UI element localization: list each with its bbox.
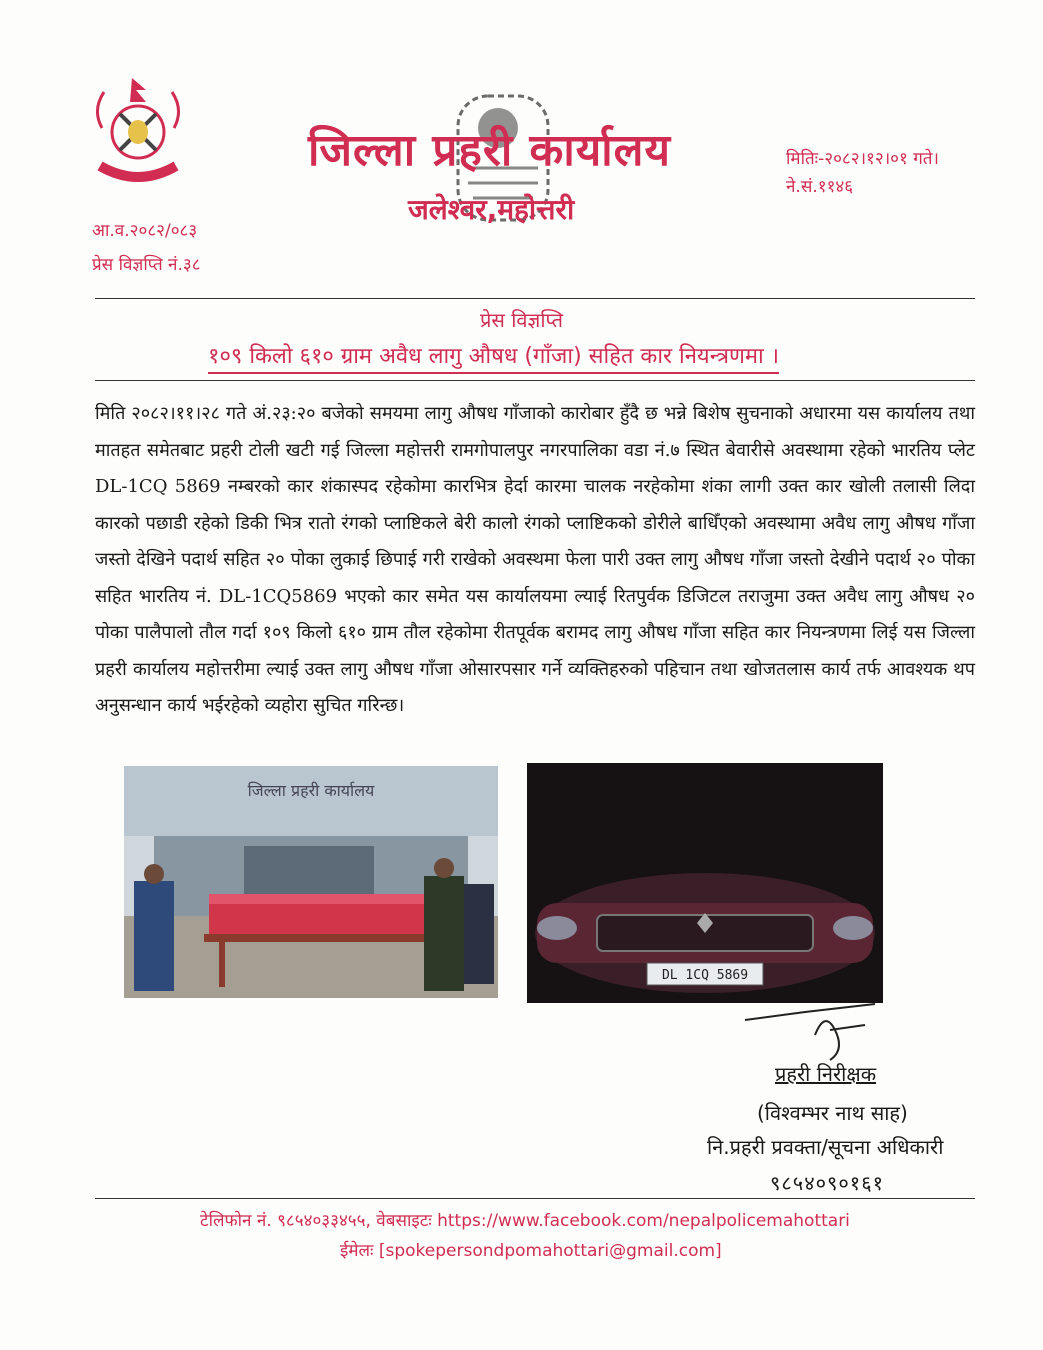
signatory-name: (विश्वम्भर नाथ साह) [757, 1101, 908, 1125]
footer-email-line: ईमेलः [spokepersondpomahottari@gmail.com] [340, 1241, 722, 1261]
evidence-photo-packages [124, 766, 498, 998]
office-title: जिल्ला प्रहरी कार्यालय [308, 125, 672, 176]
building-sign: जिल्ला प्रहरी कार्यालय [247, 781, 375, 800]
signatory-phone: ९८५४०९०१६१ [770, 1171, 884, 1195]
header-divider [95, 298, 975, 299]
nepal-police-logo [82, 70, 194, 190]
reference-number: ने.सं.११४६ [786, 177, 854, 197]
signatory-title: प्रहरी निरीक्षक [775, 1062, 877, 1086]
evidence-photo-car [527, 763, 883, 1003]
footer-divider [95, 1198, 975, 1199]
notice-label: प्रेस विज्ञप्ति [479, 308, 564, 332]
press-release-number: प्रेस विज्ञप्ति नं.३८ [92, 255, 201, 275]
handwritten-signature [735, 990, 955, 1070]
notice-headline: १०९ किलो ६१० ग्राम अवैध लागु औषध (गाँजा) सहित कार नियन्त्रणमा । [208, 340, 779, 374]
footer-contact-line: टेलिफोन नं. ९८५४०३३४५५, वेबसाइटः https://www.facebook.com/nepalpolicemahottari [200, 1211, 850, 1231]
issue-date: मितिः-२०८२।१२।०१ गते। [786, 149, 939, 169]
headline-divider [95, 380, 975, 381]
plate-number: DL 1CQ 5869 [661, 968, 749, 983]
fiscal-year: आ.व.२०८२/०८३ [92, 221, 198, 241]
office-location: जलेश्वर,महोत्तरी [408, 193, 575, 226]
signatory-role: नि.प्रहरी प्रवक्ता/सूचना अधिकारी [707, 1135, 944, 1159]
notice-body: मिति २०८२।११।२८ गते अं.२३:२० बजेको समयमा लागु औषध गाँजाको कारोबार हुँदै छ भन्ने बिशेष सुचनाको अधारमा यस कार्यालय तथा मातहत समेतबाट प्रहरी टोली खटी गई जिल्ला महोत्तरी रामगोपालपुर नगरपालिका वडा नं.७ स्थित बेवारीसे अवस्थामा रहेको भारतिय प्लेट DL-1CQ 5869 नम्बरको कार शंकास्पद रहेकोमा कारभित्र हेर्दा कारमा चालक नरहेकोमा शंका लागी उक्त कार खोली तलासी लिदा कारको पछाडी रहेको डिकी भित्र रातो रंगको प्लाष्टिकले बेरी कालो रंगको प्लाष्टिकको डोरीले बाधिँएको अवस्थामा अवैध लागु औषध गाँजा जस्तो देखिने पदार्थ सहित २० पोका लुकाई छिपाई गरी राखेको अवस्थमा फेला पारी उक्त लागु औषध गाँजा जस्तो देखीने पदार्थ २० पोका सहित भारतिय नं. DL-1CQ5869 भएको कार समेत यस कार्यालयमा ल्याई रितपुर्वक डिजिटल तराजुमा उक्त अवैध लागु औषध २० पोका पालैपालो तौल गर्दा १०९ किलो ६१० ग्राम तौल रहेकोमा रीतपूर्वक बरामद लागु औषध गाँजा सहित कार नियन्त्रणमा लिई यस जिल्ला प्रहरी कार्यालय महोत्तरीमा ल्याई उक्त लागु औषध गाँजा ओसारपसार गर्ने व्यक्तिहरुको पहिचान तथा खोजतलास कार्य तर्फ आवश्यक थप अनुसन्धान कार्य भईरहेको व्यहोरा सुचित गरिन्छ। [95, 403, 975, 716]
